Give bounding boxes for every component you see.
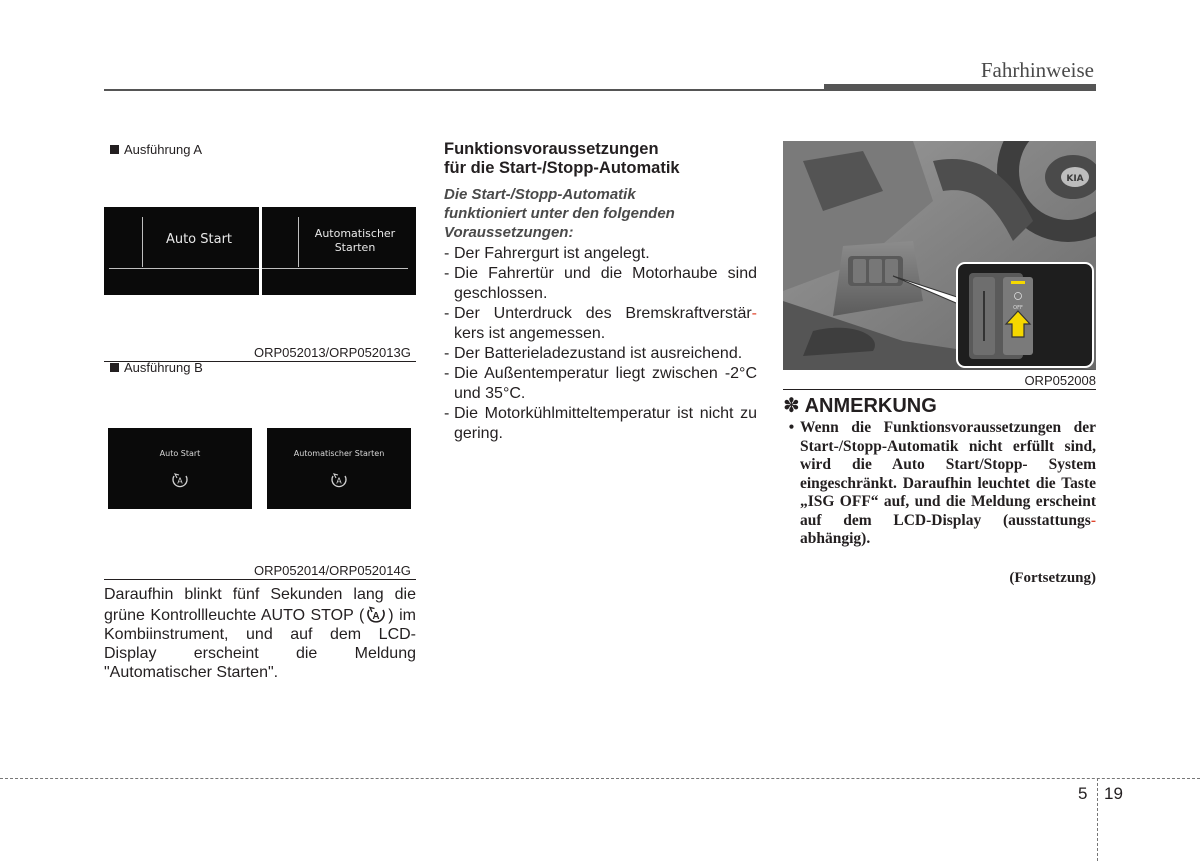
note-title: ✽ ANMERKUNG	[783, 395, 937, 417]
note-body: • Wenn die Funktionsvoraussetzungen der Start-/Stopp-Automatik nicht erfüllt sind, wird die Auto Start/Stopp- System eingeschränkt. Daraufhin leuchtet die Taste „ISG OFF“ auf, und die Meldung erscheint auf dem LCD-Display (ausstattungs- abhängig).	[783, 419, 1096, 549]
bullet-icon: •	[788, 419, 795, 436]
dashboard-photo	[783, 141, 1096, 370]
header-rule-thick	[824, 84, 1096, 91]
list-item: - Der Fahrergurt ist angelegt.	[444, 245, 650, 262]
auto-stop-icon	[364, 604, 388, 624]
list-item: - Die Motorkühlmitteltemperatur ist nicht zu gering.	[444, 405, 757, 442]
figure-a-screen-1	[104, 207, 259, 295]
figure-a-code: ORP052013/ORP052013G	[254, 345, 411, 360]
kia-logo: KIA	[1066, 174, 1084, 184]
chapter-number: 5	[1078, 784, 1088, 803]
list-item: - Die Fahrertür und die Motorhaube sind geschlossen.	[444, 265, 757, 302]
auto-stop-icon	[329, 470, 349, 490]
auto-stop-icon	[170, 470, 190, 490]
isg-off-label: OFF	[1013, 305, 1023, 311]
list-item: - Der Batterieladezustand ist ausreichend.	[444, 345, 743, 362]
figure-a-label: Ausführung A	[110, 142, 202, 157]
square-bullet-icon	[110, 363, 119, 372]
lcd-message: Auto Start	[165, 232, 233, 247]
footer-vertical-divider	[1097, 778, 1098, 861]
figure-b-screen-2	[267, 428, 411, 509]
footer-divider	[0, 778, 1200, 779]
list-item: - Die Außentemperatur liegt zwischen -2°C und 35°C.	[444, 365, 757, 402]
lcd-message: Auto Start	[159, 449, 201, 458]
svg-text:A: A	[336, 476, 342, 486]
continuation-label: (Fortsetzung)	[1009, 570, 1096, 586]
section-heading: Funktionsvoraussetzungen für die Start-/Stopp-Automatik	[444, 140, 680, 177]
requirements-list	[444, 244, 757, 444]
svg-text:A: A	[177, 476, 183, 486]
figure-a-screen-2	[262, 207, 416, 295]
section-subheading: Die Start-/Stopp-Automatik funktioniert unter den folgenden Voraussetzungen:	[444, 186, 675, 241]
svg-text:A: A	[372, 611, 380, 622]
lcd-message: Automatischer Starten	[314, 227, 396, 254]
body-paragraph: Daraufhin blinkt fünf Sekunden lang die grüne Kontrollleuchte AUTO STOP ( A ) im Kombiinstrument, und auf dem LCD-Display erscheint die Meldung "Automatischer Starten".	[104, 586, 416, 681]
header-rule	[104, 89, 824, 91]
square-bullet-icon	[110, 145, 119, 154]
list-item: - Der Unterdruck des Bremskraftverstär- kers ist angemessen.	[444, 305, 757, 342]
figure-b-screen-1	[108, 428, 252, 509]
figure-b-code: ORP052014/ORP052014G	[254, 563, 411, 578]
section-title: Fahrhinweise	[980, 58, 1094, 82]
lcd-message: Automatischer Starten	[293, 449, 385, 458]
page-number: 19	[1104, 784, 1123, 803]
figure-rule	[783, 389, 1096, 390]
photo-code: ORP052008	[1024, 373, 1096, 388]
figure-rule	[104, 579, 416, 580]
figure-b-label: Ausführung B	[110, 360, 203, 375]
